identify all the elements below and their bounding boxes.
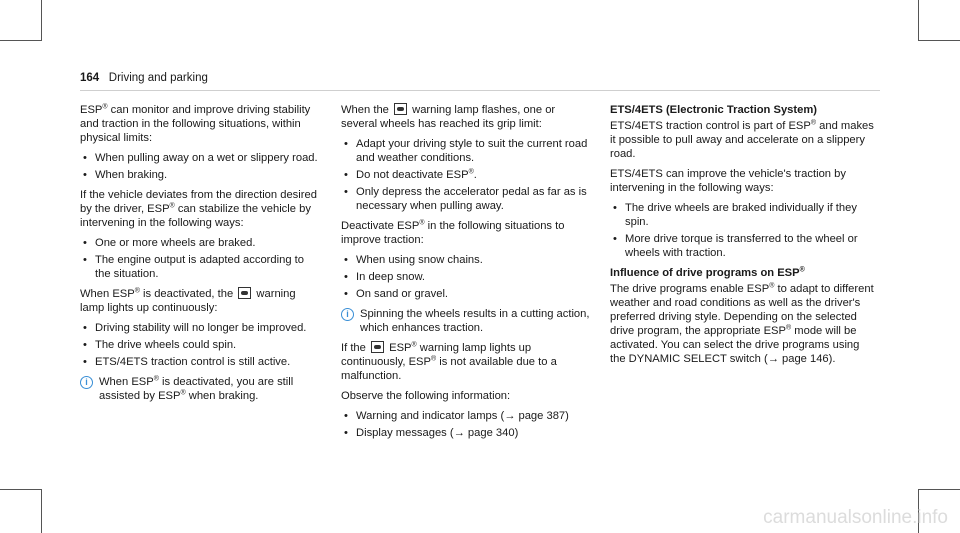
column-3 [610, 103, 875, 372]
paragraph: If the vehicle deviates from the direction desired by the driver, ESP® can stabilize the vehicle by intervening in the following ways: [80, 189, 317, 229]
paragraph: When ESP® is deactivated, the warning lamp lights up continuously: [80, 287, 296, 314]
page-number: 164 [80, 72, 100, 84]
info-icon: i [341, 308, 354, 321]
section-heading: Influence of drive programs on ESP® [610, 266, 805, 279]
section-title: Driving and parking [108, 72, 208, 84]
crop-mark [918, 0, 919, 41]
esp-off-warning-lamp-icon [238, 287, 251, 299]
crop-mark [0, 40, 42, 41]
bullet-list [80, 151, 320, 182]
bullet-list [341, 409, 591, 440]
paragraph: Deactivate ESP® in the following situations to improve traction: [341, 219, 565, 246]
bullet-list [80, 236, 320, 281]
crop-mark [918, 40, 960, 41]
watermark: carmanualsonline.info [763, 507, 948, 528]
info-note: i When ESP® is deactivated, you are still assisted by ESP® when braking. [80, 375, 320, 403]
paragraph: The drive programs enable ESP® to adapt to different weather and road conditions as well as the driver's preferred driving style. Depending on the selected drive program, the appropriate ESP® mode will be activated. You can select the drive programs using the DYNAMIC SELECT switch (→ page 146). [610, 282, 874, 365]
page-header [80, 72, 880, 84]
bullet-list [80, 321, 320, 369]
info-icon: i [80, 376, 93, 389]
list-item: • ETS/4ETS traction control is still active. [95, 355, 320, 369]
crop-mark [41, 489, 42, 533]
bullet-list [610, 201, 875, 260]
bullet-list [341, 137, 591, 213]
paragraph: Observe the following information: [341, 390, 511, 402]
list-item: • When pulling away on a wet or slippery road. [95, 151, 320, 165]
list-item: • Driving stability will no longer be improved. [95, 321, 320, 335]
list-item: • Do not deactivate ESP®. [356, 168, 591, 182]
list-item: • When braking. [95, 168, 320, 182]
paragraph: If the ESP® warning lamp lights up continuously, ESP® is not available due to a malfunction. [341, 341, 557, 382]
paragraph: ETS/4ETS traction control is part of ESP® and makes it possible to pull away and accelerate on a slippery road. [610, 119, 874, 160]
esp-warning-lamp-icon [394, 103, 407, 115]
list-item: • One or more wheels are braked. [95, 236, 320, 250]
column-1 [80, 103, 320, 409]
crop-mark [41, 0, 42, 41]
list-item: • The drive wheels are braked individually if they spin. [625, 201, 875, 229]
esp-warning-lamp-icon [371, 341, 384, 353]
crop-mark [918, 489, 960, 490]
list-item: • On sand or gravel. [356, 287, 591, 301]
list-item: • More drive torque is transferred to the wheel or wheels with traction. [625, 232, 875, 260]
section-heading: ETS/4ETS (Electronic Traction System) [610, 104, 818, 116]
bullet-list [341, 253, 591, 301]
list-item-link[interactable]: • Display messages (→ page 340) [356, 426, 591, 440]
column-2 [341, 103, 591, 446]
list-item: • The engine output is adapted according to the situation. [95, 253, 320, 281]
paragraph: When the warning lamp flashes, one or several wheels has reached its grip limit: [341, 104, 556, 130]
header-rule [80, 90, 880, 91]
paragraph: ESP® can monitor and improve driving stability and traction in the following situations, within physical limits: [80, 103, 311, 144]
info-note: i Spinning the wheels results in a cutting action, which enhances traction. [341, 307, 591, 335]
list-item: • When using snow chains. [356, 253, 591, 267]
paragraph: ETS/4ETS can improve the vehicle's traction by intervening in the following ways: [610, 168, 846, 194]
list-item: • In deep snow. [356, 270, 591, 284]
list-item: • Adapt your driving style to suit the current road and weather conditions. [356, 137, 591, 165]
list-item: • The drive wheels could spin. [95, 338, 320, 352]
crop-mark [0, 489, 42, 490]
list-item-link[interactable]: • Warning and indicator lamps (→ page 387) [356, 409, 591, 423]
list-item: • Only depress the accelerator pedal as far as is necessary when pulling away. [356, 185, 591, 213]
